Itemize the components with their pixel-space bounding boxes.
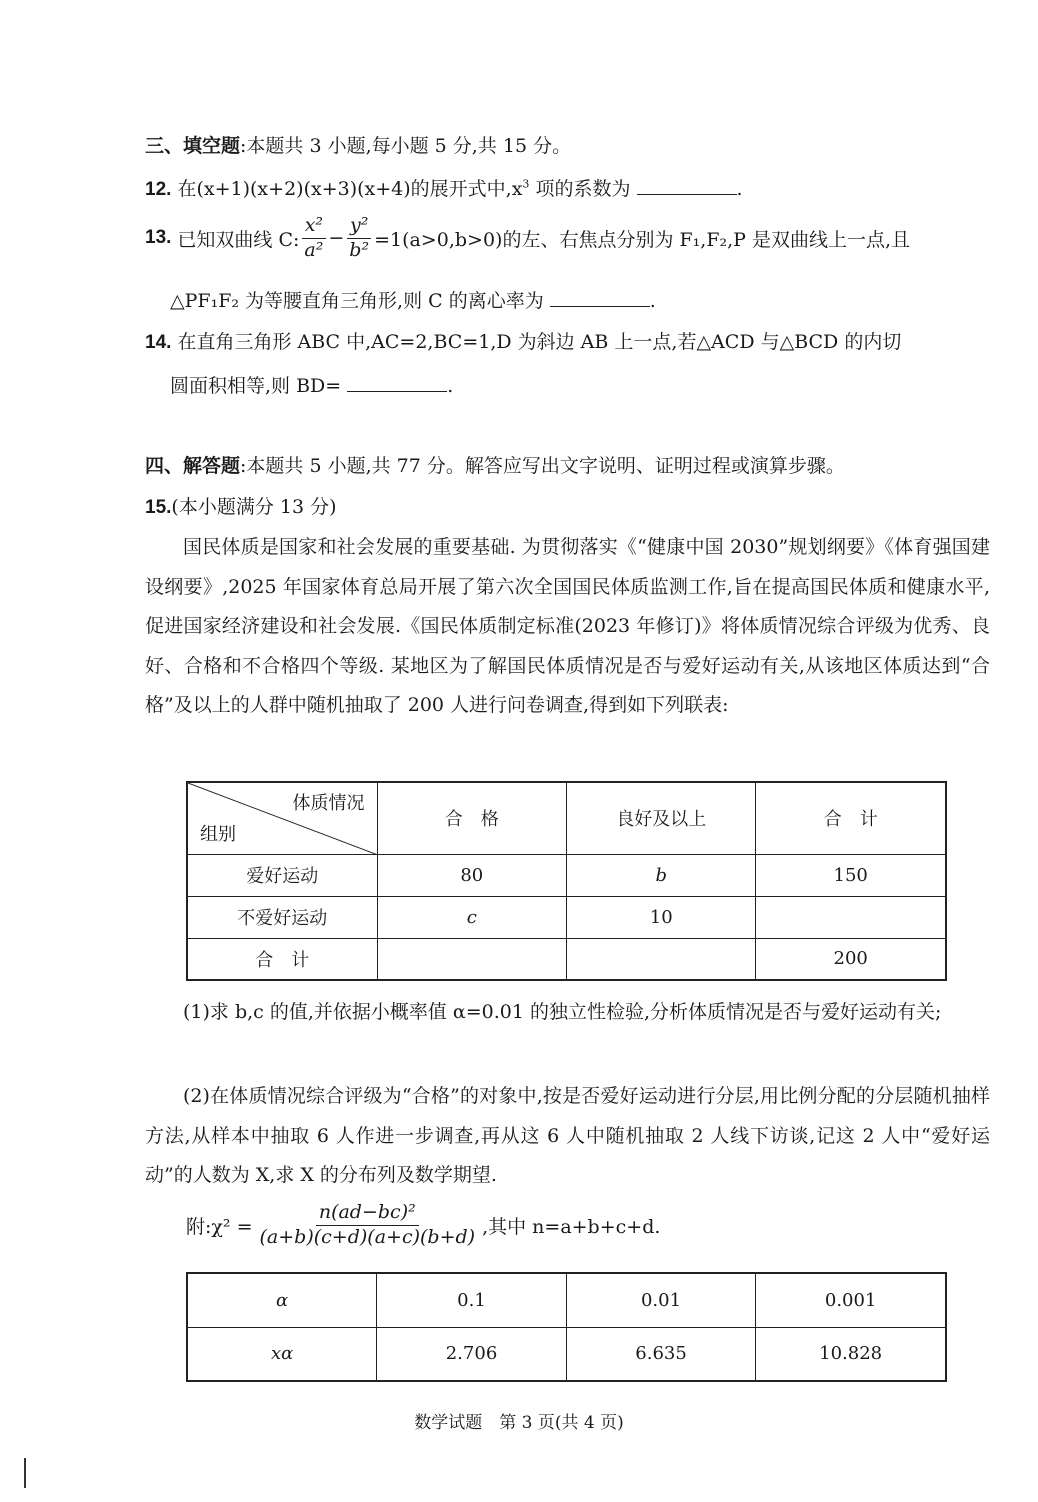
period: . [649, 290, 656, 312]
question-number: 14. [145, 332, 172, 353]
fraction-denominator: (a+b)(c+d)(a+c)(b+d) [259, 1225, 476, 1248]
table-row [187, 1273, 946, 1327]
fraction-y2-b2 [346, 216, 372, 261]
question-text: =1(a>0,b>0)的左、右焦点分别为 F₁,F₂,P 是双曲线上一点,且 [374, 228, 911, 251]
table-cell [567, 938, 756, 980]
question-number: 15. [145, 497, 172, 518]
table-cell: 10 [567, 896, 756, 938]
table-row [187, 896, 946, 938]
table-cell [377, 938, 567, 980]
table-cell: 0.01 [566, 1273, 756, 1327]
table-cell: 2.706 [377, 1327, 567, 1381]
question-12 [145, 174, 743, 201]
table-cell: 10.828 [756, 1327, 946, 1381]
question-text: △PF₁F₂ 为等腰直角三角形,则 C 的离心率为 [170, 290, 544, 312]
question-text: 在(x+1)(x+2)(x+3)(x+4)的展开式中,x [177, 178, 523, 200]
table-cell [756, 896, 946, 938]
question-text: 项的系数为 [529, 178, 631, 200]
chi-square-fraction [257, 1203, 479, 1248]
table-cell: c [377, 896, 567, 938]
question-15-paragraph: 国民体质是国家和社会发展的重要基础. 为贯彻落实《“健康中国 2030”规划纲要》《体育强国建设纲要》,2025 年国家体育总局开展了第六次全国国民体质监测工作,旨在提高国民体质和健康水平,促进国家经济建设和社会发展.《国民体质制定标准(2023 年修订)》将体质情况综合评级为优秀、良好、合格和不合格四个等级. 某地区为了解国民体质情况是否与爱好运动有关,从该地区体质达到“合格”及以上的人群中随机抽取了 200 人进行问卷调查,得到如下列联表: [145, 536, 990, 716]
question-14 [145, 327, 901, 354]
answer-blank[interactable] [347, 373, 447, 392]
section-3-description: :本题共 3 小题,每小题 5 分,共 15 分。 [240, 135, 572, 157]
period: . [736, 178, 743, 200]
row-label: xα [187, 1327, 377, 1381]
row-label: 不爱好运动 [187, 896, 377, 938]
fraction-denominator: a² [304, 238, 324, 261]
question-text: 在直角三角形 ABC 中,AC=2,BC=1,D 为斜边 AB 上一点,若△ACD 与△BCD 的内切 [177, 331, 902, 353]
fraction-numerator: x² [302, 216, 326, 239]
row-label: 爱好运动 [187, 854, 377, 896]
appendix-label: 附:χ² = [186, 1215, 253, 1238]
table-header-cell: 合 格 [377, 782, 567, 854]
question-text: 圆面积相等,则 BD= [170, 375, 342, 397]
section-4-title: 四、解答题 [145, 455, 241, 477]
table-corner-cell [187, 782, 377, 854]
appendix-tail: ,其中 n=a+b+c+d. [482, 1215, 661, 1238]
fraction-numerator: n(ad−bc)² [316, 1203, 419, 1226]
question-text: 已知双曲线 C: [177, 228, 300, 251]
table-cell: 80 [377, 854, 567, 896]
section-3-title: 三、填空题 [145, 135, 241, 157]
table-row [187, 938, 946, 980]
table-header-cell: 合 计 [756, 782, 946, 854]
table-cell: 0.1 [377, 1273, 567, 1327]
fraction-denominator: b² [349, 238, 370, 261]
question-number: 13. [145, 227, 172, 249]
question-13-line-2 [170, 286, 656, 313]
table-cell: 6.635 [566, 1327, 756, 1381]
question-score: (本小题满分 13 分) [171, 496, 337, 518]
fraction-x2-a2 [301, 216, 326, 261]
question-14-line-2 [170, 371, 453, 398]
row-label: 合 计 [187, 938, 377, 980]
table-header-cell: 良好及以上 [567, 782, 756, 854]
minus-sign: − [328, 227, 345, 250]
table-row [187, 854, 946, 896]
page-footer: 数学试题 第 3 页(共 4 页) [414, 1413, 624, 1433]
table-cell: b [567, 854, 756, 896]
section-3-heading [145, 131, 571, 158]
answer-blank[interactable] [637, 176, 737, 195]
fraction-numerator: y² [347, 216, 371, 239]
section-4-heading [145, 451, 845, 478]
table-cell: 150 [756, 854, 946, 896]
question-15-part-2: (2)在体质情况综合评级为“合格”的对象中,按是否爱好运动进行分层,用比例分配的分层随机抽样方法,从样本中抽取 6 人作进一步调查,再从这 6 人中随机抽取 2 人线下访谈,记这 2 人中“爱好运动”的人数为 X,求 X 的分布列及数学期望. [145, 1085, 990, 1186]
question-number: 12. [145, 179, 172, 200]
row-label: α [187, 1273, 377, 1327]
table-row [187, 1327, 946, 1381]
critical-value-table [186, 1272, 947, 1382]
contingency-table [186, 781, 947, 981]
appendix-formula [186, 1203, 660, 1248]
question-13 [145, 216, 910, 261]
margin-mark [24, 1458, 26, 1488]
section-4-description: :本题共 5 小题,共 77 分。解答应写出文字说明、证明过程或演算步骤。 [240, 455, 845, 477]
table-cell: 200 [756, 938, 946, 980]
corner-top-label: 体质情况 [292, 793, 365, 814]
question-15-header [145, 492, 337, 519]
exponent: 3 [522, 177, 530, 191]
answer-blank[interactable] [550, 288, 650, 307]
table-cell: 0.001 [756, 1273, 946, 1327]
question-15-part-1: (1)求 b,c 的值,并依据小概率值 α=0.01 的独立性检验,分析体质情况是否与爱好运动有关; [183, 1001, 942, 1023]
period: . [447, 375, 454, 397]
corner-bottom-label: 组别 [200, 823, 236, 845]
